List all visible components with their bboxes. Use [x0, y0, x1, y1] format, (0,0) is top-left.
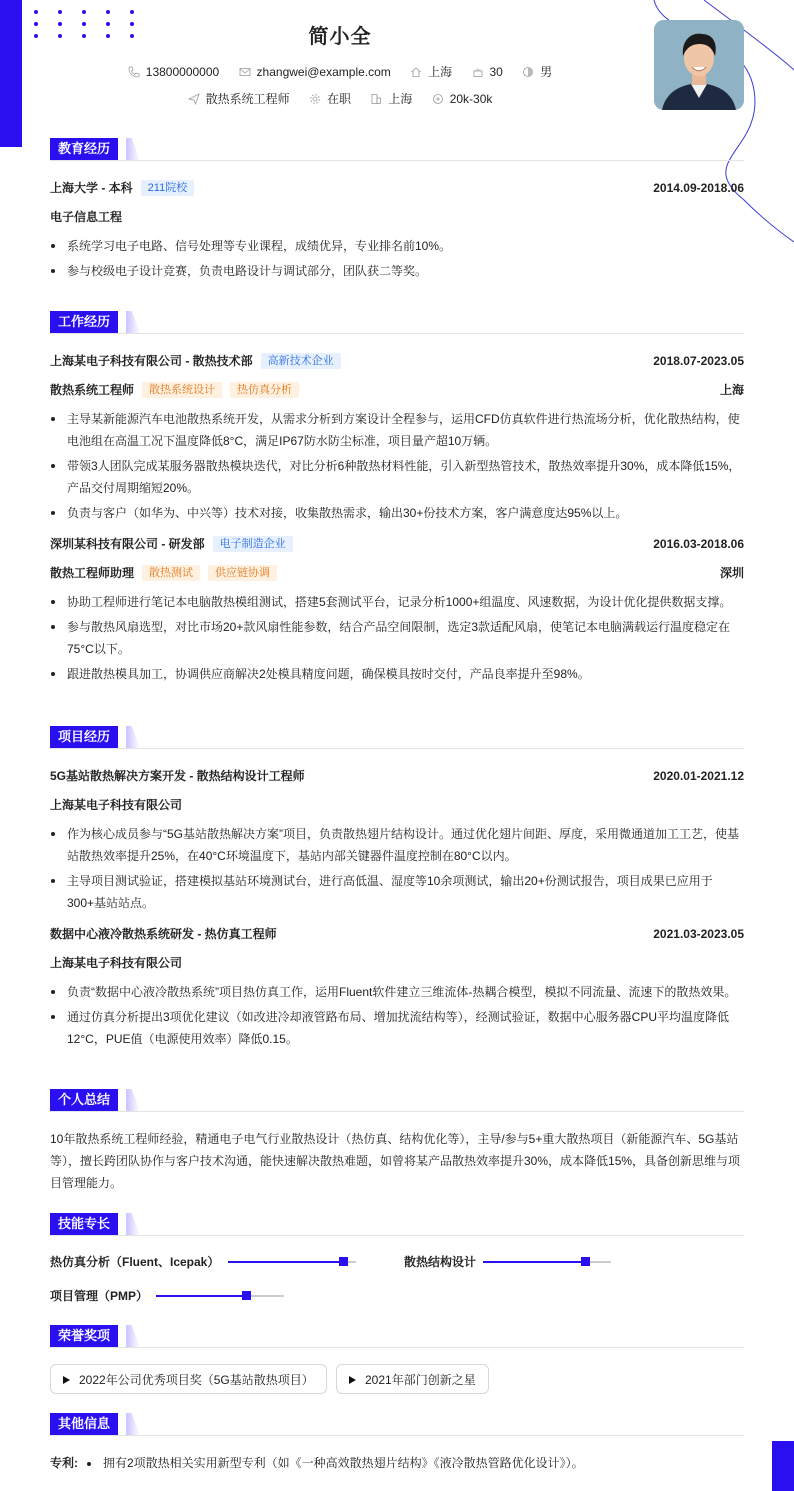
awards-header: [50, 1325, 744, 1348]
status-item: [309, 90, 351, 107]
gender-text: 男: [540, 65, 553, 79]
email-item: [239, 65, 391, 79]
skills-title: 技能专长: [50, 1213, 118, 1235]
skills-title-tail: [126, 1213, 140, 1235]
gear-icon: [309, 93, 321, 105]
awards-section: [50, 1325, 744, 1400]
list-item: 拥有2项散热相关实用新型专利（如《一种高效散热翅片结构》《液冷散热管路优化设计》）。: [86, 1453, 584, 1473]
project-org: 上海某电子科技有限公司: [50, 956, 183, 970]
skill-tag: 热仿真分析: [230, 382, 299, 398]
target-city-item: [370, 90, 412, 107]
job-period: 2018.07-2023.05: [653, 354, 744, 368]
candidate-name: 简小全: [308, 26, 372, 48]
list-item: 主导某新能源汽车电池散热系统开发，从需求分析到方案设计全程参与，运用CFD仿真软件进行热流场分析，优化散热结构，使电池组在高温工况下温度降低8°C，满足IP67防水防尘标准，项目量产超10万辆。: [50, 408, 744, 452]
profile-photo: [654, 20, 744, 110]
triangle-right-icon: [63, 1376, 70, 1384]
skills-section: [50, 1213, 744, 1313]
list-item: 参与校级电子设计竞赛，负责电路设计与调试部分，团队获二等奖。: [50, 260, 744, 282]
skill-tag: 供应链协调: [208, 565, 277, 581]
major-name: 电子信息工程: [50, 210, 123, 224]
job-bullets: [50, 408, 744, 524]
coin-icon: [432, 93, 444, 105]
job-role: 散热系统工程师: [50, 383, 135, 397]
list-item: 作为核心成员参与“5G基站散热解决方案”项目，负责散热翅片结构设计。通过优化翅片间距、厚度，采用微通道加工工艺，使基站散热效率提升25%，在40°C环境温度下，基站内部关键器件温度控制在80°C以内。: [50, 823, 744, 867]
project-title-tail: [126, 726, 140, 748]
awards-title-tail: [126, 1325, 140, 1347]
project-period: 2020.01-2021.12: [653, 769, 744, 783]
other-row: [50, 1453, 744, 1473]
home-icon: [410, 66, 422, 78]
age-text: 30: [489, 65, 503, 79]
mail-icon: [239, 66, 251, 78]
project-section: [50, 726, 744, 1053]
job-location: 深圳: [719, 566, 744, 580]
skill-bar-knob: [242, 1291, 251, 1300]
school-tag: 211院校: [141, 180, 195, 196]
list-item: 协助工程师进行笔记本电脑散热模组测试，搭建5套测试平台，记录分析1000+组温度、风速数据，为设计优化提供数据支撑。: [50, 591, 744, 613]
skill-name: 热仿真分析（Fluent、Icepak）: [50, 1255, 220, 1269]
award-text: 2021年部门创新之星: [365, 1373, 476, 1387]
education-period: 2014.09-2018.06: [653, 181, 744, 195]
skill-bar: [228, 1261, 356, 1263]
job-period: 2016.03-2018.06: [653, 537, 744, 551]
other-bullets: [86, 1453, 584, 1476]
project-title: 项目经历: [50, 726, 118, 748]
skill-name: 散热结构设计: [404, 1255, 477, 1269]
skill-bar-knob: [339, 1257, 348, 1266]
skills-header: [50, 1213, 744, 1236]
summary-section: [50, 1089, 744, 1194]
phone-icon: [128, 66, 140, 78]
list-item: 系统学习电子电路、信号处理等专业课程，成绩优异，专业排名前10%。: [50, 235, 744, 257]
company-name: 上海某电子科技有限公司 - 散热技术部: [50, 354, 253, 368]
other-header: [50, 1413, 744, 1436]
list-item: 参与散热风扇选型，对比市场20+款风扇性能参数，结合产品空间限制，选定3款适配风扇，使笔记本电脑满载运行温度稳定在75°C以下。: [50, 616, 744, 660]
school-name: 上海大学 - 本科: [50, 181, 133, 195]
job-role-row: [50, 563, 744, 583]
education-header: [50, 138, 744, 161]
work-section: [50, 311, 744, 688]
triangle-right-icon: [349, 1376, 356, 1384]
list-item: 负责与客户（如华为、中兴等）技术对接，收集散热需求，输出30+份技术方案，客户满意度达95%以上。: [50, 502, 744, 524]
project-header-row: [50, 924, 744, 944]
education-bullets: [50, 235, 744, 282]
salary-item: [432, 92, 493, 106]
project-org: 上海某电子科技有限公司: [50, 798, 183, 812]
other-title: 其他信息: [50, 1413, 118, 1435]
skill-bar-fill: [156, 1295, 246, 1297]
awards-title: 荣誉奖项: [50, 1325, 118, 1347]
skill-bar-fill: [483, 1261, 585, 1263]
award-text: 2022年公司优秀项目奖（5G基站散热项目）: [79, 1373, 314, 1387]
skill-bar: [483, 1261, 611, 1263]
city-text: 上海: [428, 65, 453, 79]
award-item: [336, 1364, 489, 1394]
age-item: [472, 65, 503, 79]
project-header: [50, 726, 744, 749]
gender-item: [522, 63, 552, 80]
job-item: [188, 90, 290, 107]
building-icon: [370, 93, 382, 105]
company-tag: 高新技术企业: [261, 353, 341, 369]
email-text: zhangwei@example.com: [256, 65, 391, 79]
gender-icon: [522, 66, 534, 78]
job-location: 上海: [719, 383, 744, 397]
skill-name: 项目管理（PMP）: [50, 1289, 149, 1303]
summary-header: [50, 1089, 744, 1112]
job-role-row: [50, 380, 744, 400]
list-item: 主导项目测试验证，搭建模拟基站环境测试台，进行高低温、湿度等10余项测试，输出20+份测试报告，项目成果已应用于300+基站站点。: [50, 870, 744, 914]
project-name: 数据中心液冷散热系统研发 - 热仿真工程师: [50, 927, 277, 941]
accent-bar-right: [772, 1441, 794, 1491]
work-title: 工作经历: [50, 311, 118, 333]
award-item: [50, 1364, 327, 1394]
phone-item: [128, 65, 219, 79]
summary-text: 10年散热系统工程师经验，精通电子电气行业散热设计（热仿真、结构优化等），主导/参与5+重大散热项目（新能源汽车、5G基站等），擅长跨团队协作与客户技术沟通，能快速解决散热难题，如曾将某产品散热效率提升30%，成本降低15%，具备创新思维与项目管理能力。: [50, 1132, 741, 1190]
send-icon: [188, 93, 200, 105]
work-header: [50, 311, 744, 334]
education-row: [50, 178, 744, 198]
job-header-row: [50, 534, 744, 554]
list-item: 跟进散热模具加工，协调供应商解决2处模具精度问题，确保模具按时交付，产品良率提升至98%。: [50, 663, 744, 685]
other-label: 专利:: [50, 1456, 78, 1470]
project-org-row: [50, 795, 744, 815]
project-period: 2021.03-2023.05: [653, 927, 744, 941]
status-text: 在职: [326, 92, 351, 106]
list-item: 负责“数据中心液冷散热系统”项目热仿真工作，运用Fluent软件建立三维流体-热耦合模型，模拟不同流量、流速下的散热效果。: [50, 981, 744, 1003]
summary-title: 个人总结: [50, 1089, 118, 1111]
skill-bar-fill: [228, 1261, 343, 1263]
other-title-tail: [126, 1413, 140, 1435]
job-header-row: [50, 351, 744, 371]
job-row: [0, 90, 680, 107]
skill-tag: 散热系统设计: [142, 382, 222, 398]
project-org-row: [50, 953, 744, 973]
job-role: 散热工程师助理: [50, 566, 135, 580]
work-title-tail: [126, 311, 140, 333]
other-section: [50, 1413, 744, 1473]
project-header-row: [50, 766, 744, 786]
phone-text: 13800000000: [145, 65, 220, 79]
skill-tag: 散热测试: [142, 565, 200, 581]
list-item: 通过仿真分析提出3项优化建议（如改进冷却液管路布局、增加扰流结构等），经测试验证，数据中心服务器CPU平均温度降低12°C，PUE值（电源使用效率）降低0.15。: [50, 1006, 744, 1050]
city-item: [410, 63, 452, 80]
skill-bar: [156, 1295, 284, 1297]
project-name: 5G基站散热解决方案开发 - 散热结构设计工程师: [50, 769, 305, 783]
education-section: [50, 138, 744, 285]
project-bullets: [50, 981, 744, 1050]
summary-title-tail: [126, 1089, 140, 1111]
age-icon: [472, 66, 484, 78]
skill-bar-knob: [581, 1257, 590, 1266]
education-title: 教育经历: [50, 138, 118, 160]
major-row: [50, 207, 744, 227]
contact-row: [0, 63, 680, 80]
education-title-tail: [126, 138, 140, 160]
company-name: 深圳某科技有限公司 - 研发部: [50, 537, 205, 551]
salary-text: 20k-30k: [449, 92, 493, 106]
company-tag: 电子制造企业: [213, 536, 293, 552]
job-bullets: [50, 591, 744, 685]
job-text: 散热系统工程师: [205, 92, 290, 106]
list-item: 带领3人团队完成某服务器散热模块迭代，对比分析6种散热材料性能，引入新型热管技术，散热效率提升30%，成本降低15%，产品交付周期缩短20%。: [50, 455, 744, 499]
project-bullets: [50, 823, 744, 914]
avatar: [654, 20, 744, 110]
target-city-text: 上海: [388, 92, 413, 106]
